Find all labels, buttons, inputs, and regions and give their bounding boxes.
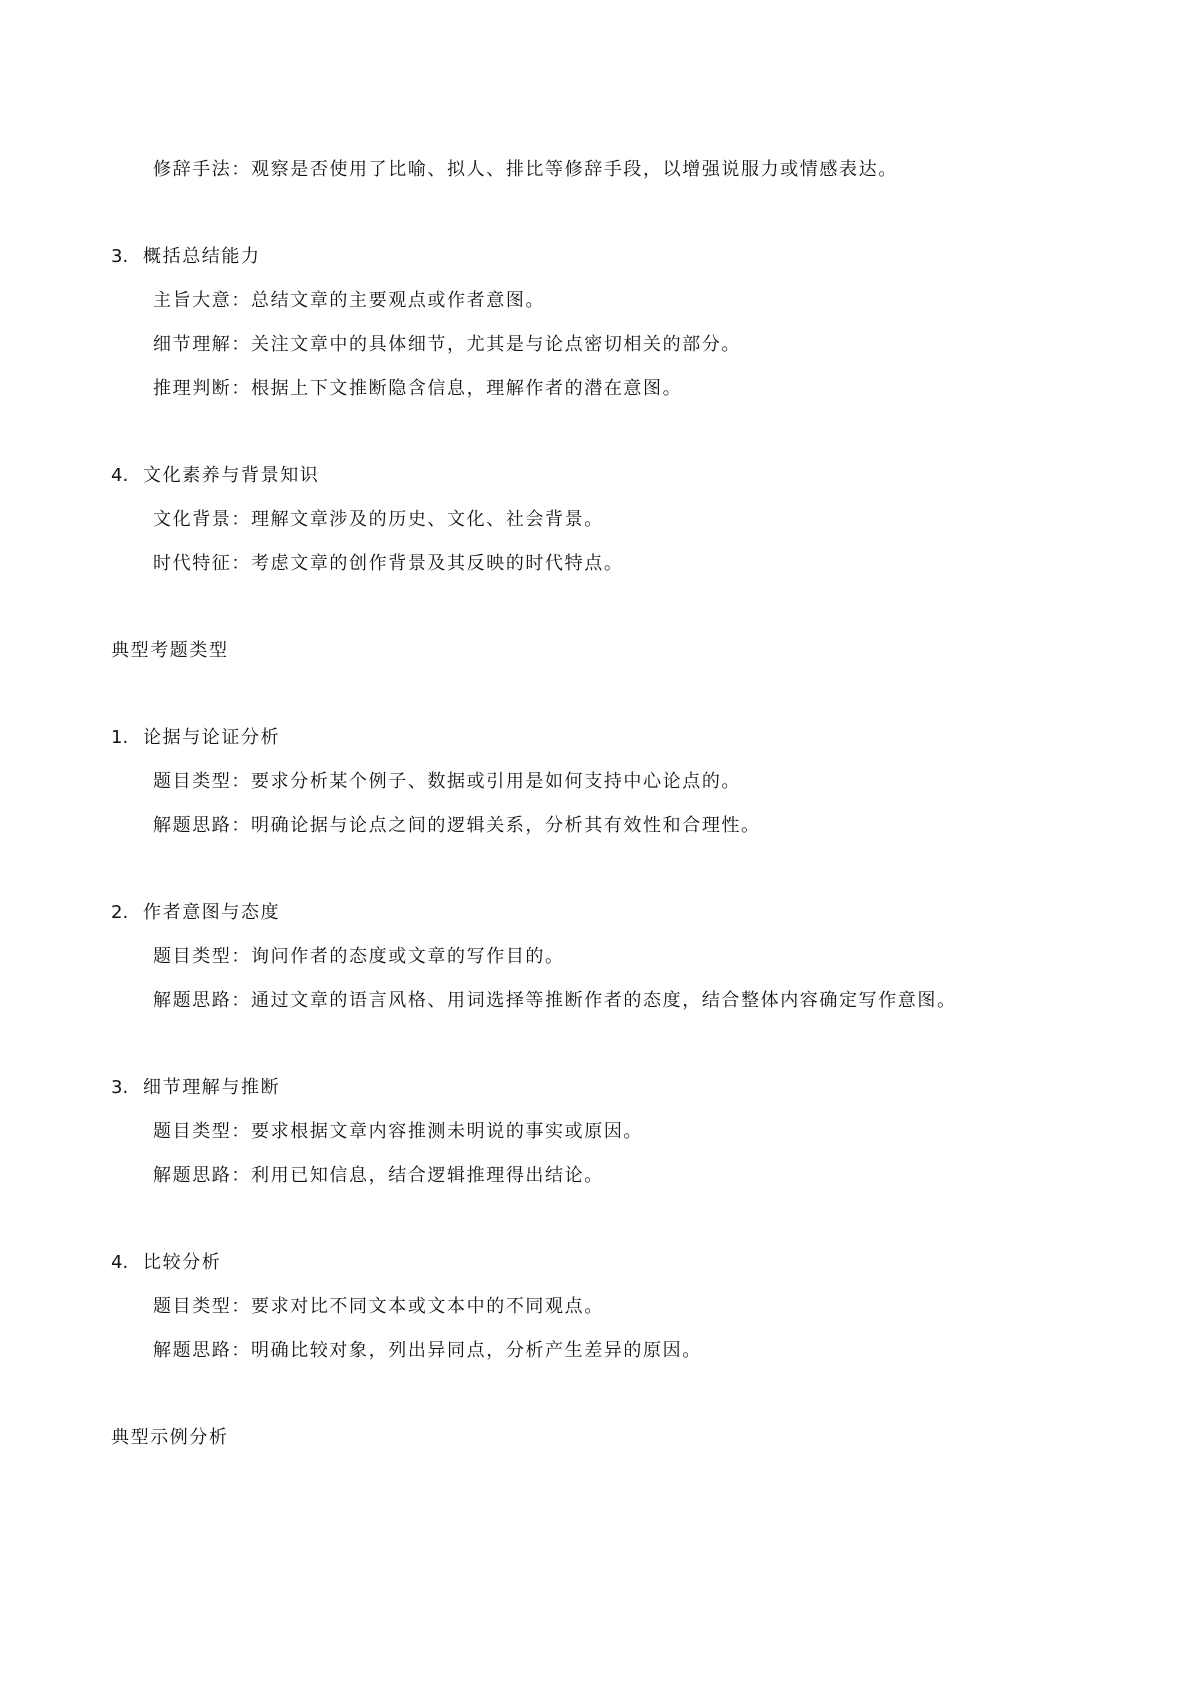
list-item-title	[111, 1251, 221, 1275]
list-title: 概括总结能力	[143, 246, 261, 267]
list-point	[153, 289, 545, 313]
point-sep: ：	[231, 1340, 252, 1361]
point-text: 通过文章的语言风格、用词选择等推断作者的态度，结合整体内容确定写作意图。	[251, 990, 957, 1011]
list-point	[153, 770, 741, 794]
point-term: 解题思路	[153, 1165, 232, 1186]
list-point	[153, 552, 623, 576]
list-item-title	[111, 901, 280, 925]
list-number: 3.	[111, 1077, 129, 1098]
point-term: 题目类型	[153, 771, 232, 792]
point-text: 要求分析某个例子、数据或引用是如何支持中心论点的。	[251, 771, 742, 792]
rhetoric-point	[153, 158, 898, 182]
point-term: 文化背景	[153, 509, 232, 530]
point-sep: ：	[231, 771, 252, 792]
list-point	[153, 1295, 604, 1319]
point-sep: ：	[231, 1121, 252, 1142]
list-number: 3.	[111, 246, 129, 267]
list-item-title	[111, 464, 319, 488]
point-term: 修辞手法	[153, 159, 232, 180]
list-title: 作者意图与态度	[143, 902, 281, 923]
point-term: 题目类型	[153, 1121, 232, 1142]
point-text: 理解文章涉及的历史、文化、社会背景。	[251, 509, 604, 530]
point-term: 解题思路	[153, 815, 232, 836]
point-sep: ：	[231, 159, 252, 180]
list-title: 比较分析	[143, 1252, 222, 1273]
point-sep: ：	[231, 378, 252, 399]
point-text: 观察是否使用了比喻、拟人、排比等修辞手段，以增强说服力或情感表达。	[251, 159, 898, 180]
list-title: 细节理解与推断	[143, 1077, 281, 1098]
point-sep: ：	[231, 1296, 252, 1317]
list-point	[153, 1339, 702, 1363]
point-term: 解题思路	[153, 1340, 232, 1361]
point-sep: ：	[231, 553, 252, 574]
list-point	[153, 1120, 643, 1144]
list-item-title	[111, 1076, 280, 1100]
point-sep: ：	[231, 334, 252, 355]
point-text: 询问作者的态度或文章的写作目的。	[251, 946, 565, 967]
point-sep: ：	[231, 990, 252, 1011]
point-sep: ：	[231, 815, 252, 836]
list-number: 4.	[111, 1252, 129, 1273]
list-title: 论据与论证分析	[143, 727, 281, 748]
point-text: 关注文章中的具体细节，尤其是与论点密切相关的部分。	[251, 334, 742, 355]
point-term: 解题思路	[153, 990, 232, 1011]
point-term: 题目类型	[153, 1296, 232, 1317]
point-text: 要求根据文章内容推测未明说的事实或原因。	[251, 1121, 644, 1142]
list-point	[153, 989, 957, 1013]
list-number: 1.	[111, 727, 129, 748]
list-number: 2.	[111, 902, 129, 923]
point-text: 考虑文章的创作背景及其反映的时代特点。	[251, 553, 624, 574]
section-heading: 典型考题类型	[111, 640, 229, 661]
point-term: 时代特征	[153, 553, 232, 574]
list-point	[153, 333, 741, 357]
list-point	[153, 814, 761, 838]
list-item-title	[111, 245, 261, 269]
list-item-title	[111, 726, 280, 750]
list-title: 文化素养与背景知识	[143, 465, 320, 486]
point-sep: ：	[231, 290, 252, 311]
point-text: 总结文章的主要观点或作者意图。	[251, 290, 546, 311]
point-text: 要求对比不同文本或文本中的不同观点。	[251, 1296, 604, 1317]
section-heading: 典型示例分析	[111, 1427, 229, 1448]
point-term: 题目类型	[153, 946, 232, 967]
point-text: 利用已知信息，结合逻辑推理得出结论。	[251, 1165, 604, 1186]
point-term: 推理判断	[153, 378, 232, 399]
point-sep: ：	[231, 509, 252, 530]
point-term: 细节理解	[153, 334, 232, 355]
list-point	[153, 1164, 604, 1188]
point-text: 明确论据与论点之间的逻辑关系，分析其有效性和合理性。	[251, 815, 761, 836]
list-point	[153, 945, 565, 969]
point-text: 根据上下文推断隐含信息，理解作者的潜在意图。	[251, 378, 683, 399]
list-number: 4.	[111, 465, 129, 486]
point-sep: ：	[231, 946, 252, 967]
list-point	[153, 377, 682, 401]
point-term: 主旨大意	[153, 290, 232, 311]
point-text: 明确比较对象，列出异同点，分析产生差异的原因。	[251, 1340, 702, 1361]
list-point	[153, 508, 604, 532]
point-sep: ：	[231, 1165, 252, 1186]
